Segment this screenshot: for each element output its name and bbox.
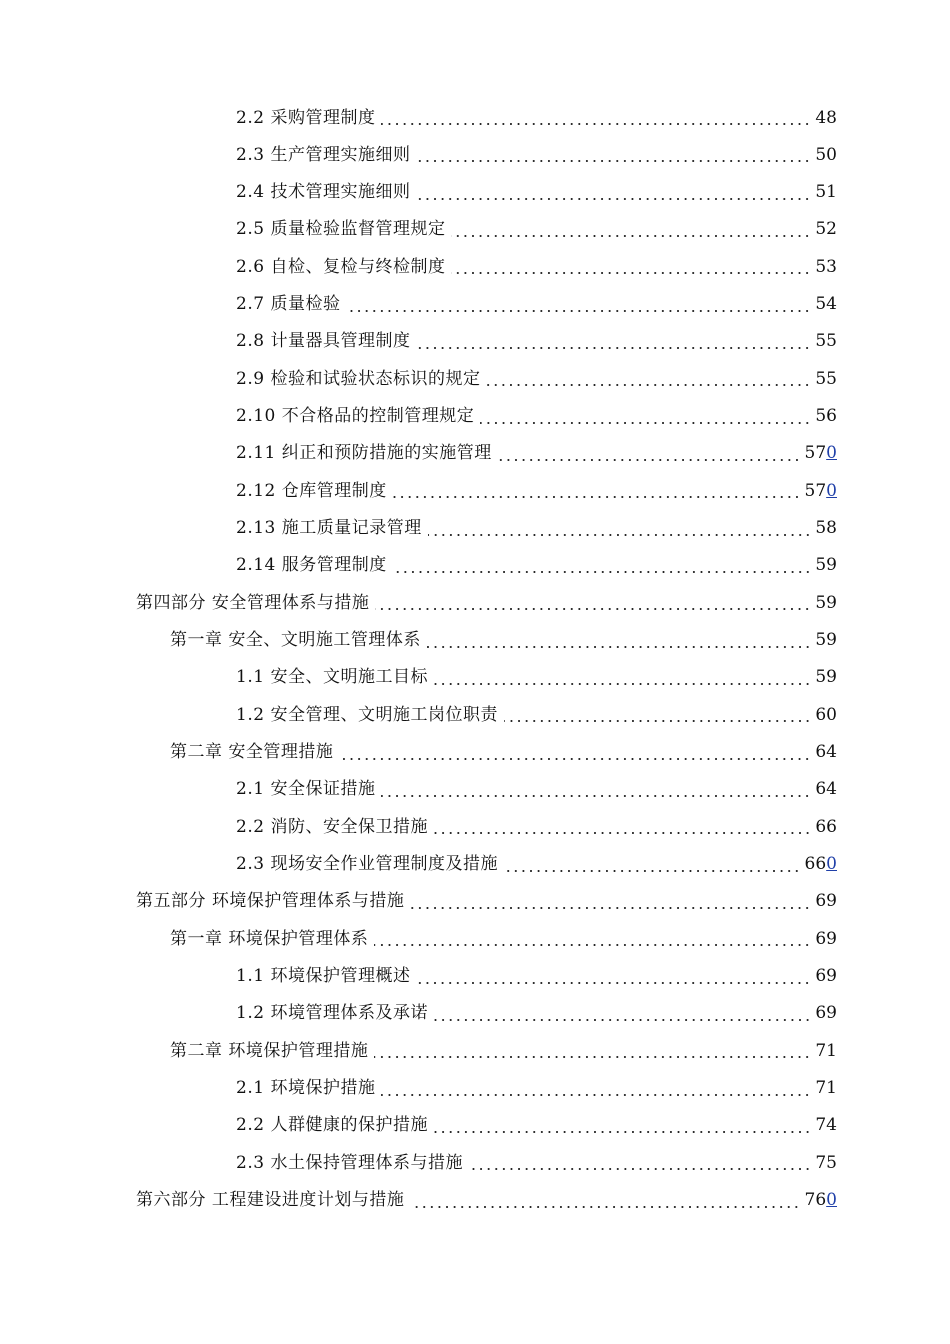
toc-page-number bbox=[815, 293, 837, 315]
toc-entry-title: 2.9 检验和试验状态标识的规定 bbox=[236, 368, 481, 389]
dot-leader bbox=[469, 1168, 811, 1170]
toc-entry-title: 第五部分 环境保护管理体系与措施 bbox=[136, 891, 405, 912]
dot-leader bbox=[381, 795, 811, 797]
page-number-value: 69 bbox=[815, 928, 837, 949]
toc-entry-title: 第一章 安全、文明施工管理体系 bbox=[170, 630, 421, 651]
toc-page-number bbox=[815, 965, 837, 987]
page-number-value: 71 bbox=[815, 1040, 837, 1061]
page-number-value: 74 bbox=[815, 1115, 837, 1136]
dot-leader bbox=[374, 944, 811, 946]
dot-leader bbox=[381, 1094, 811, 1096]
page-number-value: 69 bbox=[815, 1003, 837, 1024]
page-number-value: 54 bbox=[815, 294, 837, 315]
toc-page-number bbox=[815, 1114, 837, 1136]
toc-page-number bbox=[805, 1189, 837, 1211]
dot-leader bbox=[428, 534, 812, 536]
toc-page-number bbox=[815, 554, 837, 576]
page-number-value: 66 bbox=[804, 854, 827, 875]
toc-entry[interactable] bbox=[236, 696, 837, 733]
toc-entry[interactable] bbox=[170, 734, 837, 771]
page-number-value: 69 bbox=[815, 966, 837, 987]
toc-entry[interactable] bbox=[170, 622, 837, 659]
page-link-suffix[interactable]: 0 bbox=[826, 480, 837, 501]
toc-page-number bbox=[815, 107, 837, 129]
page-number-value: 55 bbox=[815, 368, 837, 389]
toc-entry[interactable] bbox=[236, 248, 837, 285]
toc-entry-title: 2.3 生产管理实施细则 bbox=[236, 144, 411, 165]
dot-leader bbox=[346, 310, 811, 312]
page-number-value: 59 bbox=[815, 592, 837, 613]
dot-leader bbox=[451, 272, 811, 274]
toc-page-number bbox=[815, 256, 837, 278]
page-number-value: 71 bbox=[815, 1078, 837, 1099]
toc-entry[interactable] bbox=[136, 1182, 837, 1219]
toc-entry[interactable] bbox=[236, 286, 837, 323]
dot-leader bbox=[416, 160, 811, 162]
toc-page-number bbox=[815, 1152, 837, 1174]
dot-leader bbox=[434, 1131, 811, 1133]
toc-entry[interactable] bbox=[170, 920, 837, 957]
toc-entry-title: 2.5 质量检验监督管理规定 bbox=[236, 219, 446, 240]
toc-entry-title: 1.1 安全、文明施工目标 bbox=[236, 667, 428, 688]
toc-entry-title: 2.8 计量器具管理制度 bbox=[236, 331, 411, 352]
dot-leader bbox=[339, 758, 811, 760]
toc-entry[interactable] bbox=[236, 1144, 837, 1181]
toc-entry[interactable] bbox=[236, 808, 837, 845]
toc-entry[interactable] bbox=[236, 435, 837, 472]
toc-page-number bbox=[815, 928, 837, 950]
page-number-value: 58 bbox=[815, 518, 837, 539]
toc-entry-title: 2.13 施工质量记录管理 bbox=[236, 518, 422, 539]
toc-entry-title: 1.2 安全管理、文明施工岗位职责 bbox=[236, 704, 498, 725]
toc-page-number bbox=[815, 330, 837, 352]
dot-leader bbox=[393, 571, 812, 573]
toc-entry[interactable] bbox=[236, 547, 837, 584]
page-number-value: 66 bbox=[815, 816, 837, 837]
dot-leader bbox=[381, 123, 811, 125]
toc-entry[interactable] bbox=[236, 136, 837, 173]
dot-leader bbox=[434, 1019, 811, 1021]
toc-entry[interactable] bbox=[236, 211, 837, 248]
toc-page-number bbox=[815, 405, 837, 427]
page-number-value: 57 bbox=[804, 480, 827, 501]
toc-entry-title: 2.2 采购管理制度 bbox=[236, 107, 376, 128]
dot-leader bbox=[486, 384, 811, 386]
toc-entry-title: 2.11 纠正和预防措施的实施管理 bbox=[236, 443, 492, 464]
page-number-value: 59 bbox=[815, 667, 837, 688]
page-number-value: 51 bbox=[815, 182, 837, 203]
dot-leader bbox=[416, 982, 811, 984]
toc-entry-title: 2.1 环境保护措施 bbox=[236, 1078, 376, 1099]
toc-page-number bbox=[805, 853, 837, 875]
page-number-value: 64 bbox=[815, 779, 837, 800]
toc-entry-title: 2.12 仓库管理制度 bbox=[236, 480, 387, 501]
toc-entry[interactable] bbox=[236, 1107, 837, 1144]
toc-entry[interactable] bbox=[236, 99, 837, 136]
page-number-value: 60 bbox=[815, 704, 837, 725]
dot-leader bbox=[410, 907, 811, 909]
toc-entry[interactable] bbox=[236, 846, 837, 883]
toc-entry[interactable] bbox=[236, 1070, 837, 1107]
dot-leader bbox=[416, 198, 811, 200]
toc-page-number bbox=[815, 629, 837, 651]
dot-leader bbox=[416, 347, 811, 349]
dot-leader bbox=[504, 870, 801, 872]
dot-leader bbox=[427, 646, 811, 648]
toc-entry-title: 2.7 质量检验 bbox=[236, 294, 341, 315]
toc-page-number bbox=[815, 1040, 837, 1062]
toc-entry-title: 2.2 人群健康的保护措施 bbox=[236, 1115, 428, 1136]
toc-page-number bbox=[815, 592, 837, 614]
toc-page-number bbox=[815, 368, 837, 390]
page-number-value: 50 bbox=[815, 144, 837, 165]
toc-page-number bbox=[815, 181, 837, 203]
toc-entry[interactable] bbox=[236, 472, 837, 509]
dot-leader bbox=[451, 235, 811, 237]
toc-entry-title: 第二章 安全管理措施 bbox=[170, 742, 334, 763]
toc-entry[interactable] bbox=[236, 398, 837, 435]
toc-page-number bbox=[815, 778, 837, 800]
toc-page-number bbox=[805, 480, 837, 502]
page-number-value: 52 bbox=[815, 219, 837, 240]
toc-page-number bbox=[815, 517, 837, 539]
toc-entry-title: 1.1 环境保护管理概述 bbox=[236, 966, 411, 987]
page-link-suffix[interactable]: 0 bbox=[826, 1190, 837, 1211]
toc-page-number bbox=[815, 1077, 837, 1099]
dot-leader bbox=[480, 422, 811, 424]
toc-entry-title: 第二章 环境保护管理措施 bbox=[170, 1040, 369, 1061]
page-number-value: 75 bbox=[815, 1152, 837, 1173]
toc-page-number bbox=[815, 741, 837, 763]
toc-page-number bbox=[815, 144, 837, 166]
page-number-value: 57 bbox=[804, 443, 827, 464]
toc-entry-title: 2.6 自检、复检与终检制度 bbox=[236, 256, 446, 277]
toc-page-number bbox=[815, 666, 837, 688]
page-number-value: 55 bbox=[815, 331, 837, 352]
toc-page-number bbox=[815, 890, 837, 912]
dot-leader bbox=[393, 496, 801, 498]
page-number-value: 59 bbox=[815, 555, 837, 576]
toc-page-number bbox=[805, 442, 837, 464]
toc-entry-title: 2.3 现场安全作业管理制度及措施 bbox=[236, 854, 498, 875]
toc-entry[interactable] bbox=[236, 995, 837, 1032]
toc-page-number bbox=[815, 1002, 837, 1024]
page-number-value: 64 bbox=[815, 742, 837, 763]
toc-entry[interactable] bbox=[236, 771, 837, 808]
dot-leader bbox=[504, 720, 811, 722]
toc-entry-title: 1.2 环境管理体系及承诺 bbox=[236, 1003, 428, 1024]
toc-entry[interactable] bbox=[136, 584, 837, 621]
toc-entry-title: 2.1 安全保证措施 bbox=[236, 779, 376, 800]
page-number-value: 48 bbox=[815, 107, 837, 128]
toc-entry-title: 2.2 消防、安全保卫措施 bbox=[236, 816, 428, 837]
toc-entry[interactable] bbox=[236, 958, 837, 995]
page-link-suffix[interactable]: 0 bbox=[826, 443, 837, 464]
toc-entry[interactable] bbox=[236, 174, 837, 211]
toc-page-number bbox=[815, 218, 837, 240]
toc-entry-title: 第一章 环境保护管理体系 bbox=[170, 928, 369, 949]
toc-entry[interactable] bbox=[236, 323, 837, 360]
toc-entry-title: 第六部分 工程建设进度计划与措施 bbox=[136, 1190, 405, 1211]
dot-leader bbox=[434, 683, 811, 685]
toc-entry-title: 第四部分 安全管理体系与措施 bbox=[136, 592, 370, 613]
page-number-value: 69 bbox=[815, 891, 837, 912]
toc-page-number bbox=[815, 816, 837, 838]
toc-entry-title: 2.3 水土保持管理体系与措施 bbox=[236, 1152, 463, 1173]
dot-leader bbox=[410, 1206, 800, 1208]
page-number-value: 59 bbox=[815, 630, 837, 651]
page-number-value: 76 bbox=[804, 1190, 827, 1211]
toc-entry[interactable] bbox=[236, 510, 837, 547]
page-link-suffix[interactable]: 0 bbox=[826, 854, 837, 875]
toc-entry-title: 2.10 不合格品的控制管理规定 bbox=[236, 406, 475, 427]
toc-entry[interactable] bbox=[236, 360, 837, 397]
dot-leader bbox=[498, 459, 801, 461]
toc-page-number bbox=[815, 704, 837, 726]
dot-leader bbox=[375, 608, 811, 610]
toc-entry[interactable] bbox=[136, 883, 837, 920]
toc-entry[interactable] bbox=[170, 1032, 837, 1069]
dot-leader bbox=[434, 832, 811, 834]
toc-entry-title: 2.4 技术管理实施细则 bbox=[236, 182, 411, 203]
toc-entry[interactable] bbox=[236, 659, 837, 696]
page-number-value: 56 bbox=[815, 406, 837, 427]
toc-entry-title: 2.14 服务管理制度 bbox=[236, 555, 387, 576]
dot-leader bbox=[374, 1056, 811, 1058]
page-number-value: 53 bbox=[815, 256, 837, 277]
